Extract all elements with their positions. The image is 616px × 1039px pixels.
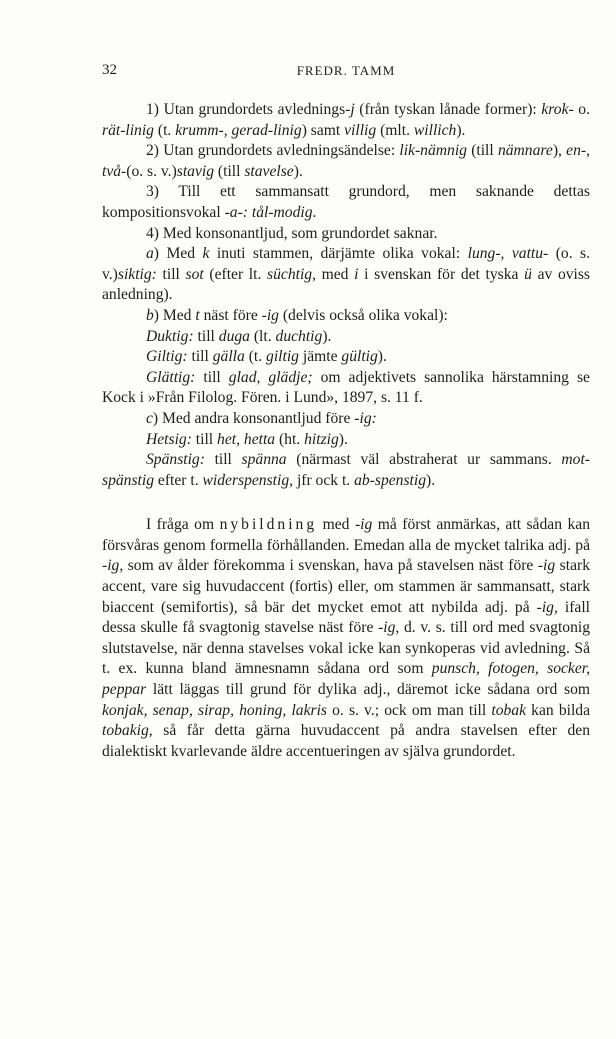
italic-term: Glättig: <box>146 368 196 386</box>
text-run: o. s. v.; ock om man till <box>326 701 492 719</box>
text-run: 3) Till ett sammansatt grundord, men saknande dettas kompositionsvokal <box>102 183 590 221</box>
italic-term: nämnare <box>497 142 553 160</box>
text-run: , <box>586 142 590 160</box>
text-run: till <box>204 451 242 469</box>
text-run: (mlt. <box>376 121 414 139</box>
text-run: i svenskan för det tyska <box>358 265 525 283</box>
italic-term: sot <box>185 265 204 283</box>
paragraph <box>102 224 590 245</box>
italic-term: duga <box>218 327 250 345</box>
text-run: , jfr ock t. <box>289 471 355 489</box>
text-run: ) Med andra konsonantljud före <box>152 409 355 427</box>
paragraph <box>102 244 590 306</box>
text-run: ). <box>377 348 387 366</box>
text-run: (ht. <box>275 430 305 448</box>
text-run: , d. v. s. till ord med svagtonig slutstavelse, när denna stavelses vokal icke kan synkoperas vid avledning. Så t. ex. kunna bland ämnesnamn sådana ord som <box>102 619 590 678</box>
italic-term: hitzig <box>304 430 339 448</box>
italic-term: giltig <box>266 348 299 366</box>
paragraph <box>102 430 590 451</box>
text-run: ) Med <box>153 306 196 324</box>
text-run: 1) Utan grundordets avlednings- <box>146 101 351 118</box>
text-run: ) samt <box>301 121 345 139</box>
text-run: (från tyskan lånade former): <box>354 101 542 118</box>
italic-term: gälla <box>212 348 245 366</box>
italic-term: rät-linig <box>102 121 154 139</box>
italic-term: -a-: tål-modig <box>224 203 313 221</box>
page-header <box>102 62 590 86</box>
page-body <box>102 100 590 762</box>
text-run: till <box>191 430 218 448</box>
text-run: I fråga om <box>146 516 220 534</box>
italic-term: ü <box>524 265 532 283</box>
section-gap <box>102 491 590 515</box>
text-run: inuti stammen, därjämte olika vokal: <box>209 245 468 263</box>
text-run: till <box>195 368 229 386</box>
paragraph <box>102 100 590 141</box>
paragraph <box>102 347 590 368</box>
text-run: , så får detta gärna huvudaccent på andra stavelsen efter den dialektiskt kvarlevande äldre accentueringen av själva grundordet. <box>102 722 590 760</box>
italic-term: k <box>202 245 210 263</box>
text-run: (o. s. v.) <box>126 162 177 180</box>
text-run: (närmast väl abstraherat ur sammans. <box>286 451 562 469</box>
italic-term: -ig <box>261 306 279 324</box>
paragraph <box>102 450 590 491</box>
page-number: 32 <box>102 62 117 78</box>
text-run: 4) Med konsonantljud, som grundordet saknar. <box>146 224 438 242</box>
text-run: o. <box>573 101 590 118</box>
text-run: till <box>193 327 219 345</box>
text-run: ). <box>456 121 466 139</box>
paragraph <box>102 182 590 223</box>
text-run: (delvis också olika vokal): <box>278 306 448 324</box>
italic-term: -ig <box>537 557 556 575</box>
text-run: (t. <box>244 348 267 366</box>
italic-term: spänna <box>241 451 287 469</box>
paragraph <box>102 409 590 430</box>
italic-term: en- <box>566 142 587 160</box>
italic-term: tobakig <box>102 722 149 740</box>
italic-term: het, hetta <box>217 430 276 448</box>
text-run: ), <box>552 142 567 160</box>
italic-term: mot-spänstig <box>102 451 590 489</box>
text-run: näst före <box>199 306 262 324</box>
text-run: 2) Utan grundordets avledningsändelse: <box>146 142 400 160</box>
text-run: (till <box>466 142 498 160</box>
text-run: med <box>317 516 355 534</box>
italic-term: widerspenstig <box>202 471 290 489</box>
text-run: om adjektivets sannolika härstamning se Kock i »Från Filolog. Fören. i Lund», 1897, s. 11 f. <box>102 368 590 407</box>
paragraph <box>102 368 590 409</box>
text-run: ). <box>293 162 303 180</box>
italic-term: duchtig <box>275 327 323 345</box>
italic-term: t <box>195 306 200 324</box>
italic-term: -ig <box>378 619 396 637</box>
italic-term: Duktig: <box>146 327 194 345</box>
italic-term: j <box>350 101 355 118</box>
italic-term: glad, glädje; <box>228 368 313 386</box>
paragraph <box>102 306 590 327</box>
running-head: FREDR. TAMM <box>296 63 396 78</box>
text-run: (t. <box>153 121 176 139</box>
text-run: , med <box>312 265 355 283</box>
book-page <box>102 62 590 762</box>
italic-term: Hetsig: <box>146 430 192 448</box>
italic-term: willich <box>413 121 457 139</box>
text-run: (efter lt. <box>203 265 268 283</box>
italic-term: süchtig <box>267 265 313 283</box>
italic-term: c <box>146 409 153 427</box>
text-run: (o. s. v.) <box>102 245 591 283</box>
text-run: kan bilda <box>526 701 590 719</box>
italic-term: -ig <box>102 557 120 575</box>
text-run: , ifall dessa skulle få svagtonig stavelse näst före <box>102 598 590 637</box>
text-run: (till <box>214 162 245 180</box>
italic-term: konjak, senap, sirap, honing, lakris <box>102 701 327 719</box>
italic-term: a <box>146 245 154 263</box>
italic-term: i <box>354 265 359 283</box>
italic-term: tobak <box>491 701 527 719</box>
italic-term: stavig <box>176 162 215 180</box>
italic-term: lik-nämnig <box>399 142 467 160</box>
paragraph <box>102 515 590 762</box>
text-run: ). <box>426 471 436 489</box>
text-run: efter t. <box>154 471 203 489</box>
italic-term: Giltig: <box>146 348 188 366</box>
text-run: till <box>156 265 186 283</box>
italic-term: -ig <box>536 598 554 616</box>
italic-term: stavelse <box>244 162 294 180</box>
italic-term: b <box>146 306 154 324</box>
italic-term: -ig: <box>354 409 377 427</box>
spaced-term: nybildning <box>219 516 318 534</box>
text-run: av oviss anledning). <box>102 265 591 304</box>
italic-term: krumm-, gerad-linig <box>175 121 302 139</box>
text-run: må först anmärkas, att sådan kan försvåras genom formella förhållanden. Emedan alla de mycket talrika adj. på <box>102 516 590 554</box>
italic-term: gültig <box>341 348 378 366</box>
italic-term: krok- <box>541 101 574 118</box>
italic-term: villig <box>344 121 377 139</box>
italic-term: Spänstig: <box>146 451 205 469</box>
italic-term: två- <box>102 162 127 180</box>
paragraph <box>102 141 590 182</box>
italic-term: lung-, vattu- <box>467 245 549 263</box>
text-run: ). <box>322 327 332 345</box>
text-run: till <box>187 348 213 366</box>
text-run: ) Med <box>153 245 203 263</box>
paragraph <box>102 327 590 348</box>
italic-term: -ig <box>354 516 373 534</box>
text-run: ). <box>338 430 348 448</box>
text-run: . <box>312 203 317 221</box>
italic-term: siktig: <box>117 265 157 283</box>
italic-term: punsch, fotogen, socker, peppar <box>102 660 590 699</box>
text-run: stark accent, vare sig huvudaccent (fortis) eller, om stammen är sammansatt, stark biaccent (semifortis), så bär det mycket emot att nybilda adj. på <box>102 557 590 616</box>
text-run: , som av ålder förekomma i svenskan, hava på stavelsen näst före <box>119 557 538 575</box>
text-run: lätt läggas till grund för dylika adj., däremot icke sådana ord som <box>146 681 590 699</box>
text-run: (lt. <box>249 327 276 345</box>
italic-term: ab-spenstig <box>354 471 427 489</box>
text-run: jämte <box>298 348 342 366</box>
